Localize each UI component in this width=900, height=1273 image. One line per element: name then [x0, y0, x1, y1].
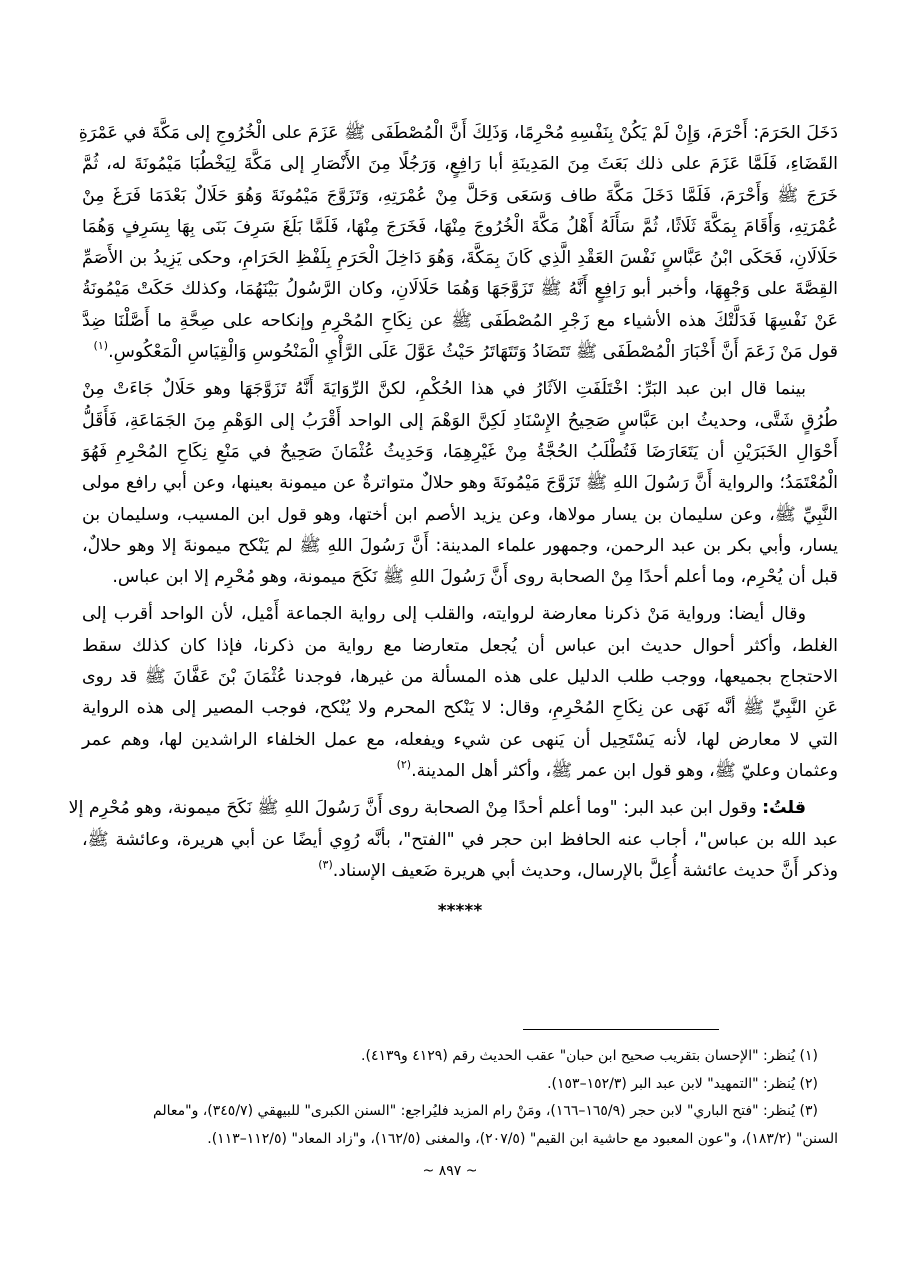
paragraph — [68, 793, 838, 887]
text-line — [82, 337, 838, 368]
text-fragment: وعثمان وعليّ ﷺ، وهو قول ابن عمر ﷺ، وأكثر أهل المدينة. — [411, 760, 838, 781]
footnote-line: (٣) يُنظر: "فتح الباري" لابن حجر (١٦٥/٩–١٦٦)، ومَنْ رام المزيد فليُراجع: "السنن الكبرى" للبيهقي (٣٤٥/٧)، و"معالم — [153, 1103, 818, 1119]
text-line: طُرُقٍ شَتَّى، وحديثُ ابن عَبَّاسٍ صَحِيحُ الإِسْنَادِ لَكِنَّ الوَهْمَ إلى الواحد أَقْرَبُ إلى الوَهْمِ مِنَ الجَمَاعَةِ، فَأَقَلُّ — [82, 410, 838, 431]
section-separator: ***** — [437, 901, 483, 922]
footnote — [82, 1098, 838, 1153]
footnote-divider — [523, 1029, 719, 1030]
text-line: التي لا معارض لها، لأنه يَسْتَحِيل أن يَنهى عن شيء ويفعله، مع عمل الخلفاء الراشدين لها، وهم عمر — [82, 729, 838, 750]
text-line: الغلط، وأكثر أحوال حديث ابن عباس أن يُجعل متعارضا مع رواية من ذكرنا، فإذا كان كذلك سقط — [82, 635, 838, 656]
main-text — [68, 118, 838, 922]
text-line: وقال أيضا: ورواية مَنْ ذكرنا معارضة لروايته، والقلب إلى رواية الجماعة أَمْيل، لأن الواحد أقرب إلى — [82, 604, 806, 625]
paragraph — [82, 374, 838, 593]
footnote-line: (٢) يُنظر: "التمهيد" لابن عبد البر (١٥٢/٣–١٥٣). — [547, 1075, 818, 1092]
text-fragment: قول مَنْ زَعَمَ أَنَّ أَخْبَارَ الْمُصْطَفَى ﷺ تَتَضَادُ وَتَتَهَاتَرُ حَيْثُ عَوَّلَ عَلَى الرَّأْيِ الْمَنْحُوسِ وَالْقِيَاسِ الْمَعْكُوسِ. — [108, 342, 838, 363]
text-line: عَنْ نَفْسِهَا فَدَلَّتْكَ هذه الأشياء مع زَجْرِ المُصْطَفَى ﷺ عن نِكَاحِ المُحْرِمِ وإنكاحه على صِحَّةِ ما أَصَّلْنَا ضِدَّ — [82, 310, 838, 331]
paragraph — [82, 599, 838, 787]
footnote-reference[interactable]: (٣) — [318, 857, 333, 871]
text-line: النَّبِيِّ ﷺ، وعن سليمان بن يسار مولاها، وعن يزيد الأصم ابن أختها، وهو قول ابن المسيب، وسليمان بن — [82, 504, 838, 525]
text-fragment: وذكر أَنَّ حديث عائشة أُعِلَّ بالإرسال، وحديث أبي هريرة ضَعيف الإسناد. — [332, 860, 838, 881]
text-line: أَحْوَالِ الخَبَرَيْنِ أن يَتَعَارَضَا فَتُطْلَبُ الحُجَّةُ مِنْ غَيْرِهِمَا، وَحَدِيثُ عُثْمَانَ صَحِيحٌ في مَنْعِ نِكَاحِ المُحْرِمِ فَهُوَ — [82, 441, 838, 462]
text-line: بينما قال ابن عبد البَرِّ: اخْتَلَفَتِ الآثَارُ في هذا الحُكْمِ، لكنَّ الرِّوَايَةَ أَنَّهُ تَزَوَّجَهَا وهو حَلَالٌ جَاءَتْ مِنْ — [82, 379, 806, 400]
footnote-line: السنن" (١٨٣/٢)، و"عون المعبود مع حاشية ابن القيم" (٢٠٧/٥)، والمغنى (١٦٢/٥)، و"زاد المعاد" (١١٢/٥–١١٣). — [207, 1130, 838, 1147]
text-line: الْمُعْتَمَدُ؛ والرواية أَنَّ رَسُولَ اللهِ ﷺ تَزَوَّجَ مَيْمُونَةَ وهو حلالٌ متواترةٌ عن ميمونة بعينها، وعن أبي رافع مولى — [82, 473, 838, 494]
text-line: القَضَاءِ، فَلَمَّا عَزَمَ على ذلك بَعَثَ مِنَ المَدِينَةِ أبا رَافِعٍ، وَرَجُلًا مِنَ الأَنْصَارِ إلى مَكَّةَ لِيَخْطُبَا مَيْمُونَةَ له، ثُمَّ — [82, 154, 838, 175]
text-line: خَرَجَ ﷺ وَأَحْرَمَ، فَلَمَّا دَخَلَ مَكَّةَ طاف وَسَعَى وَحَلَّ مِنْ عُمْرَتِهِ، وَتَزَوَّجَ مَيْمُونَةَ وَهُوَ حَلَالٌ بَعْدَمَا فَرَغَ مِنْ — [82, 185, 838, 206]
text-line: عُمْرَتِهِ، وَأَقَامَ بِمَكَّةَ ثَلَاثًا، ثُمَّ سَأَلَهُ أَهْلُ مَكَّةَ الْخُرُوجَ مِنْهَا، فَخَرَجَ مِنْهَا، فَلَمَّا بَلَغَ سَرِفَ بَنَى بِهَا بِسَرِفٍ وَهُمَا — [82, 216, 838, 237]
text-line: قبل أن يُحْرِم، وما أعلم أحدًا مِنْ الصحابة روى أَنَّ رَسُولَ اللهِ ﷺ نَكَحَ ميمونة، وهو مُحْرِم إلا ابن عباس. — [112, 567, 838, 588]
paragraph — [78, 118, 838, 368]
text-line: الاحتجاج بجميعها، ووجب طلب الدليل على هذه المسألة من غيرها، فوجدنا عُثْمَانَ بْنَ عَفَّانَ ﷺ قد روى — [82, 667, 838, 688]
text-line: دَخَلَ الحَرَمَ: أَحْرَمَ، وَإِنْ لَمْ يَكُنْ بِنَفْسِهِ مُحْرِمًا، وَذَلِكَ أَنَّ الْمُصْطَفَى ﷺ عَزَمَ على الْخُرُوجِ إلى مَكَّةَ في عَمْرَةِ — [78, 123, 838, 143]
page-number: ~ ٨٩٧ ~ — [422, 1163, 478, 1179]
text-line — [82, 856, 838, 887]
footnote — [82, 1071, 838, 1099]
footnote-line: (١) يُنظر: "الإحسان بتقريب صحيح ابن حبان" عقب الحديث رقم (٤١٢٩ و٤١٣٩). — [361, 1048, 818, 1064]
text-fragment: وقول ابن عبد البر: "وما أعلم أحدًا مِنْ الصحابة روى أَنَّ رَسُولَ اللهِ ﷺ نَكَحَ ميمونة، وهو مُحْرِم إلا — [68, 798, 763, 819]
text-line — [82, 756, 838, 787]
footnotes — [82, 1043, 838, 1153]
text-line: عبد الله بن عباس"، أجاب عنه الحافظ ابن حجر في "الفتح"، بأنَّه رُوِي أيضًا عن أبي هريرة، وعائشة ﷺ، — [82, 829, 838, 850]
text-line: القِصَّةَ على وَجْهِهَا، وأخبر أبو رَافِعٍ أَنَّهُ ﷺ تَزَوَّجَهَا وَهُمَا حَلَالَانِ، وكان الرَّسُولُ بَيْنَهُمَا، وكذلك حَكَتْ مَيْمُونَةُ — [82, 279, 838, 300]
footnote-reference[interactable]: (٢) — [396, 757, 412, 771]
text-line — [68, 793, 838, 824]
footnote — [82, 1043, 838, 1071]
text-line: عَنِ النَّبِيِّ ﷺ أنَّه نَهَى عن نِكَاحِ المُحْرِمِ، وقال: لا يَنْكح المحرم ولا يُنْكح، فوجب المصير إلى هذه الرواية — [82, 698, 838, 719]
lead-word: قلتُ: — [762, 798, 806, 819]
footnote-reference[interactable]: (١) — [93, 339, 109, 353]
text-line: حَلَالَانِ، فَحَكَى ابْنُ عَبَّاسٍ نَفْسَ العَقْدِ الَّذِي كَانَ بِمَكَّةَ، وَهُوَ دَاخِلَ الْحَرَمِ بِلَفْظِ الحَرَامِ، وحكى يَزِيدُ بن الأَصَمِّ — [82, 248, 838, 269]
text-line: يسار، وأبي بكر بن عبد الرحمن، وجمهور علماء المدينة: أَنَّ رَسُولَ اللهِ ﷺ لم يَنْكح ميمونةَ إلا وهو حلالٌ، — [82, 535, 838, 556]
